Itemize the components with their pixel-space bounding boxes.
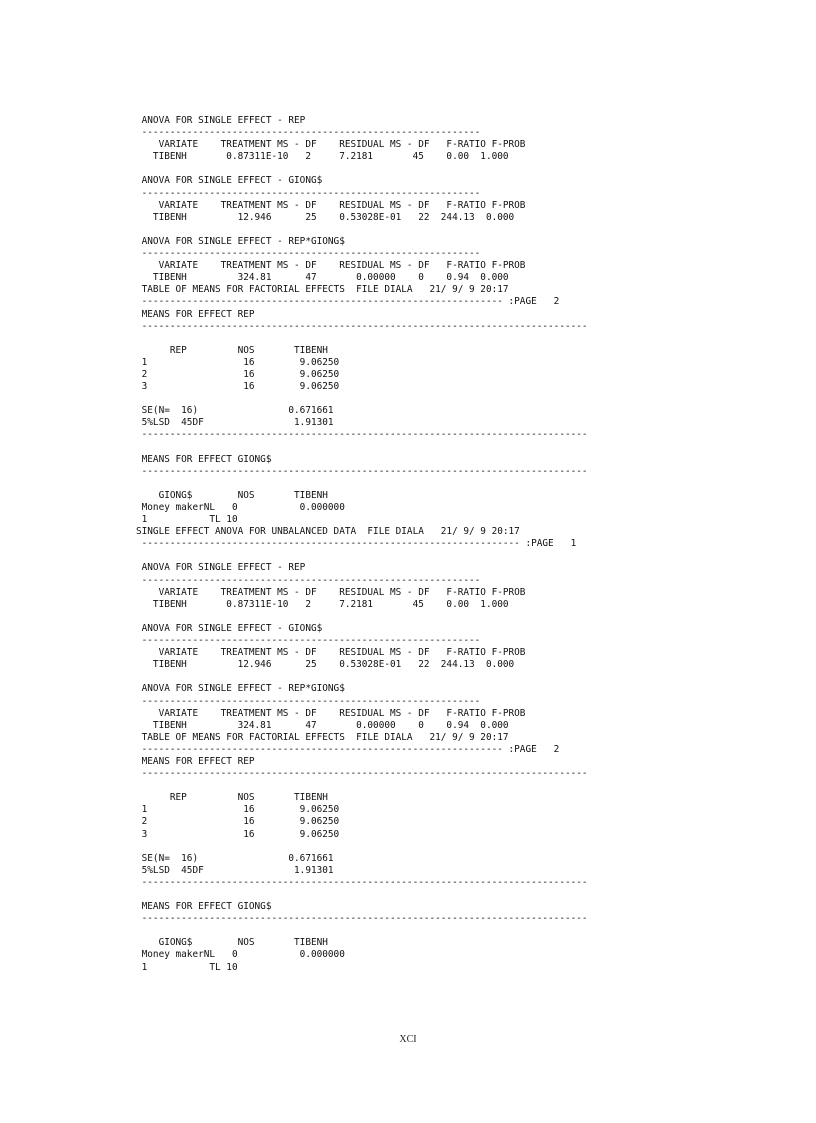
printout-line: ------------------------------------------------------------ <box>136 695 481 707</box>
printout-line: VARIATE TREATMENT MS - DF RESIDUAL MS - DF F-RATIO F-PROB <box>136 139 526 151</box>
printout-line: VARIATE TREATMENT MS - DF RESIDUAL MS - DF F-RATIO F-PROB <box>136 260 526 272</box>
printout-line: MEANS FOR EFFECT REP <box>136 755 255 767</box>
printout-line: ------------------------------------------------------------------------------- <box>136 913 588 925</box>
printout-line: 5%LSD 45DF 1.91301 <box>136 864 334 876</box>
printout-line: MEANS FOR EFFECT REP <box>136 308 255 320</box>
printout-line: VARIATE TREATMENT MS - DF RESIDUAL MS - DF F-RATIO F-PROB <box>136 586 526 598</box>
printout-line: VARIATE TREATMENT MS - DF RESIDUAL MS - DF F-RATIO F-PROB <box>136 647 526 659</box>
printout-line: 1 TL 10 <box>136 514 238 526</box>
printout-line: GIONG$ NOS TIBENH <box>136 489 328 501</box>
printout-line: SE(N= 16) 0.671661 <box>136 852 334 864</box>
printout-line: TABLE OF MEANS FOR FACTORIAL EFFECTS FILE DIALA 21/ 9/ 9 20:17 <box>136 731 509 743</box>
printout-line: TIBENH 324.81 47 0.00000 0 0.94 0.000 <box>136 719 509 731</box>
printout-line: TIBENH 12.946 25 0.53028E-01 22 244.13 0.000 <box>136 211 515 223</box>
printout-line: VARIATE TREATMENT MS - DF RESIDUAL MS - DF F-RATIO F-PROB <box>136 199 526 211</box>
printout-line: REP NOS TIBENH <box>136 344 328 356</box>
printout-line: GIONG$ NOS TIBENH <box>136 937 328 949</box>
printout-line: 3 16 9.06250 <box>136 828 340 840</box>
printout-line: TIBENH 0.87311E-10 2 7.2181 45 0.00 1.000 <box>136 598 509 610</box>
printout-line: ANOVA FOR SINGLE EFFECT - REP <box>136 562 306 574</box>
printout-line: 3 16 9.06250 <box>136 381 340 393</box>
printout-line: 5%LSD 45DF 1.91301 <box>136 417 334 429</box>
printout-line: 1 16 9.06250 <box>136 804 340 816</box>
printout-line: ------------------------------------------------------------------------------- <box>136 320 588 332</box>
printout-line: ANOVA FOR SINGLE EFFECT - REP*GIONG$ <box>136 683 345 695</box>
printout-line: TIBENH 12.946 25 0.53028E-01 22 244.13 0.000 <box>136 659 515 671</box>
printout-line: ------------------------------------------------------------ <box>136 248 481 260</box>
printout-line: ANOVA FOR SINGLE EFFECT - GIONG$ <box>136 622 323 634</box>
printout-line: ------------------------------------------------------------------------------- <box>136 876 588 888</box>
printout-line: ------------------------------------------------------------------------------- <box>136 768 588 780</box>
printout-line: 1 16 9.06250 <box>136 356 340 368</box>
printout-line: TIBENH 0.87311E-10 2 7.2181 45 0.00 1.000 <box>136 151 509 163</box>
printout-line: 2 16 9.06250 <box>136 816 340 828</box>
anova-printout <box>136 115 588 974</box>
printout-line: ------------------------------------------------------------ <box>136 127 481 139</box>
printout-line: ------------------------------------------------------------------------------- <box>136 465 588 477</box>
printout-line: SE(N= 16) 0.671661 <box>136 405 334 417</box>
printout-line: ------------------------------------------------------------------- :PAGE 1 <box>136 538 577 550</box>
printout-line: ANOVA FOR SINGLE EFFECT - REP*GIONG$ <box>136 235 345 247</box>
printout-line: ---------------------------------------------------------------- :PAGE 2 <box>136 296 560 308</box>
page-number: XCI <box>399 1034 417 1045</box>
printout-line: ------------------------------------------------------------ <box>136 574 481 586</box>
printout-line: 1 TL 10 <box>136 961 238 973</box>
printout-line: VARIATE TREATMENT MS - DF RESIDUAL MS - DF F-RATIO F-PROB <box>136 707 526 719</box>
printout-line: ANOVA FOR SINGLE EFFECT - REP <box>136 115 306 126</box>
printout-line: ------------------------------------------------------------ <box>136 187 481 199</box>
printout-line: ANOVA FOR SINGLE EFFECT - GIONG$ <box>136 175 323 187</box>
printout-line: 2 16 9.06250 <box>136 368 340 380</box>
printout-line: SINGLE EFFECT ANOVA FOR UNBALANCED DATA FILE DIALA 21/ 9/ 9 20:17 <box>136 526 520 538</box>
printout-line: ------------------------------------------------------------------------------- <box>136 429 588 441</box>
printout-line: ---------------------------------------------------------------- :PAGE 2 <box>136 743 560 755</box>
printout-line: MEANS FOR EFFECT GIONG$ <box>136 901 272 913</box>
printout-line: Money makerNL 0 0.000000 <box>136 949 345 961</box>
printout-line: MEANS FOR EFFECT GIONG$ <box>136 453 272 465</box>
printout-line: Money makerNL 0 0.000000 <box>136 502 345 513</box>
printout-line: TIBENH 324.81 47 0.00000 0 0.94 0.000 <box>136 272 509 284</box>
printout-line: TABLE OF MEANS FOR FACTORIAL EFFECTS FILE DIALA 21/ 9/ 9 20:17 <box>136 284 509 296</box>
printout-line: REP NOS TIBENH <box>136 792 328 804</box>
printout-line: ------------------------------------------------------------ <box>136 635 481 647</box>
